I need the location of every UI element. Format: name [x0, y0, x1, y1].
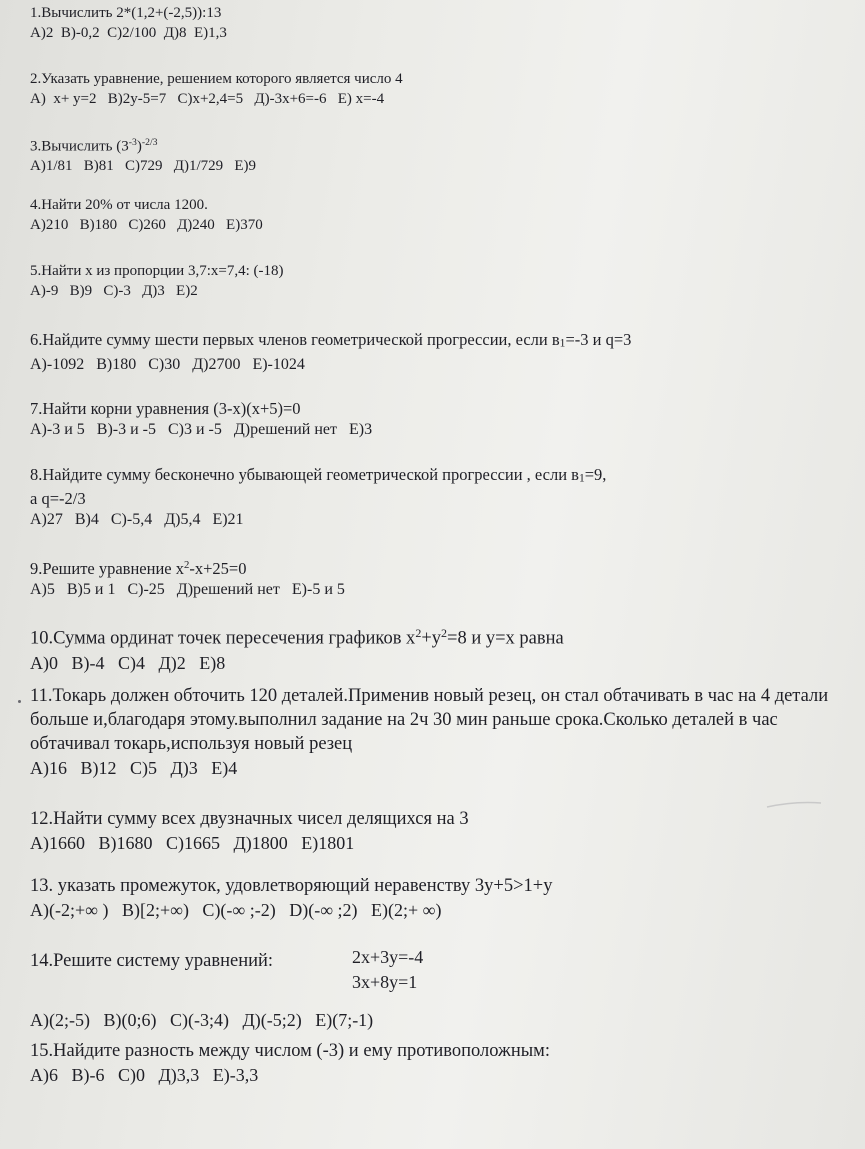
- superscript: 2: [415, 626, 422, 640]
- answer-options: А)-1092 В)180 С)30 Д)2700 Е)-1024: [30, 355, 305, 373]
- pencil-stroke-mark: [765, 795, 825, 815]
- subscript: 1: [559, 337, 566, 350]
- answer-options: А)(2;-5) В)(0;6) С)(-3;4) Д)(-5;2) Е)(7;-1): [30, 1010, 374, 1030]
- answer-options: А)27 В)4 С)-5,4 Д)5,4 Е)21: [30, 510, 244, 528]
- question-2: [30, 70, 845, 109]
- question-text-line-2: а q=-2/3: [30, 488, 86, 508]
- system-equation-2: 3х+8у=1: [352, 972, 418, 992]
- question-14: [30, 947, 845, 1032]
- superscript: -3: [128, 137, 137, 148]
- question-10: [30, 622, 845, 675]
- superscript: -2/3: [141, 137, 158, 148]
- ink-dot: [18, 700, 21, 703]
- question-text-part: =8 и у=х равна: [447, 628, 564, 649]
- question-text-part: -х+25=0: [189, 558, 247, 578]
- question-13: [30, 875, 845, 922]
- answer-options: А)210 В)180 С)260 Д)240 Е)370: [30, 217, 263, 233]
- answer-options: А)6 В)-6 С)0 Д)3,3 Е)-3,3: [30, 1065, 259, 1085]
- question-text: [30, 555, 845, 579]
- answer-options: А)2 В)-0,2 С)2/100 Д)8 Е)1,3: [30, 25, 227, 41]
- question-text-part: =-3 и q=3: [565, 330, 632, 349]
- question-text: 13. указать промежуток, удовлетворяющий неравенству 3у+5>1+у: [30, 876, 553, 896]
- answer-options: А)16 В)12 С)5 Д)3 Е)4: [30, 758, 238, 778]
- subscript: 1: [578, 472, 585, 485]
- question-text: 11.Токарь должен обточить 120 деталей.Применив новый резец, он стал обтачивать в час на 4 детали больше и,благодаря этому.выполнил задание на 2ч 30 мин раньше срока.Сколько деталей в час обтачивал токарь,используя новый резец: [30, 686, 829, 754]
- answer-options: А)-9 В)9 С)-3 Д)3 Е)2: [30, 283, 198, 299]
- question-3: [30, 133, 845, 176]
- question-6: [30, 330, 845, 375]
- answer-options: А)0 В)-4 С)4 Д)2 Е)8: [30, 652, 226, 673]
- system-equation-1: 2х+3у=-4: [352, 947, 424, 967]
- question-text: 14.Решите систему уравнений:: [30, 951, 274, 971]
- question-4: [30, 196, 845, 235]
- answer-options: А)-3 и 5 В)-3 и -5 С)3 и -5 Д)решений нет Е)3: [30, 421, 373, 438]
- question-text: 7.Найти корни уравнения (3-х)(х+5)=0: [30, 399, 301, 418]
- question-text: [30, 133, 845, 156]
- question-5: [30, 262, 845, 301]
- question-text: 15.Найдите разность между числом (-3) и ему противоположным:: [30, 1041, 550, 1061]
- answer-options: А)(-2;+∞ ) В)[2;+∞) С)(-∞ ;-2) D)(-∞ ;2) Е)(2;+ ∞): [30, 900, 442, 920]
- question-1: [30, 4, 845, 43]
- question-text: [30, 465, 845, 489]
- question-text: 1.Вычислить 2*(1,2+(-2,5)):13: [30, 5, 222, 21]
- answer-options: А)5 В)5 и 1 С)-25 Д)решений нет Е)-5 и 5: [30, 580, 345, 598]
- question-text: 5.Найти х из пропорции 3,7:х=7,4: (-18): [30, 263, 284, 279]
- question-text: [30, 330, 845, 354]
- question-text-part: 3.Вычислить (3: [30, 138, 129, 155]
- question-12: [30, 808, 845, 855]
- superscript: 2: [441, 626, 448, 640]
- question-15: [30, 1040, 845, 1087]
- question-text-part: 9.Решите уравнение х: [30, 558, 184, 578]
- question-text: 2.Указать уравнение, решением которого является число 4: [30, 71, 403, 87]
- question-text-part: =9,: [584, 465, 607, 484]
- question-text: 12.Найти сумму всех двузначных чисел делящихся на 3: [30, 809, 469, 829]
- question-text-part: 10.Сумма ординат точек пересечения графиков х: [30, 628, 416, 649]
- question-text: 4.Найти 20% от числа 1200.: [30, 197, 208, 213]
- question-text-part: ): [136, 138, 142, 155]
- question-text-part: 6.Найдите сумму шести первых членов геометрической прогрессии, если в: [30, 330, 560, 349]
- answer-options: А)1660 В)1680 С)1665 Д)1800 Е)1801: [30, 833, 355, 853]
- answer-options: А)1/81 В)81 С)729 Д)1/729 Е)9: [30, 158, 257, 175]
- answer-options: А) х+ у=2 В)2у-5=7 С)х+2,4=5 Д)-3х+6=-6 Е) х=-4: [30, 91, 385, 107]
- question-7: [30, 399, 845, 440]
- question-11: [30, 684, 847, 780]
- question-text: [30, 622, 845, 651]
- question-text-part: 8.Найдите сумму бесконечно убывающей геометрической прогрессии , если в: [30, 465, 579, 484]
- question-8: [30, 465, 845, 530]
- superscript: 2: [183, 559, 190, 571]
- question-text-part: +у: [421, 628, 442, 649]
- question-9: [30, 555, 845, 600]
